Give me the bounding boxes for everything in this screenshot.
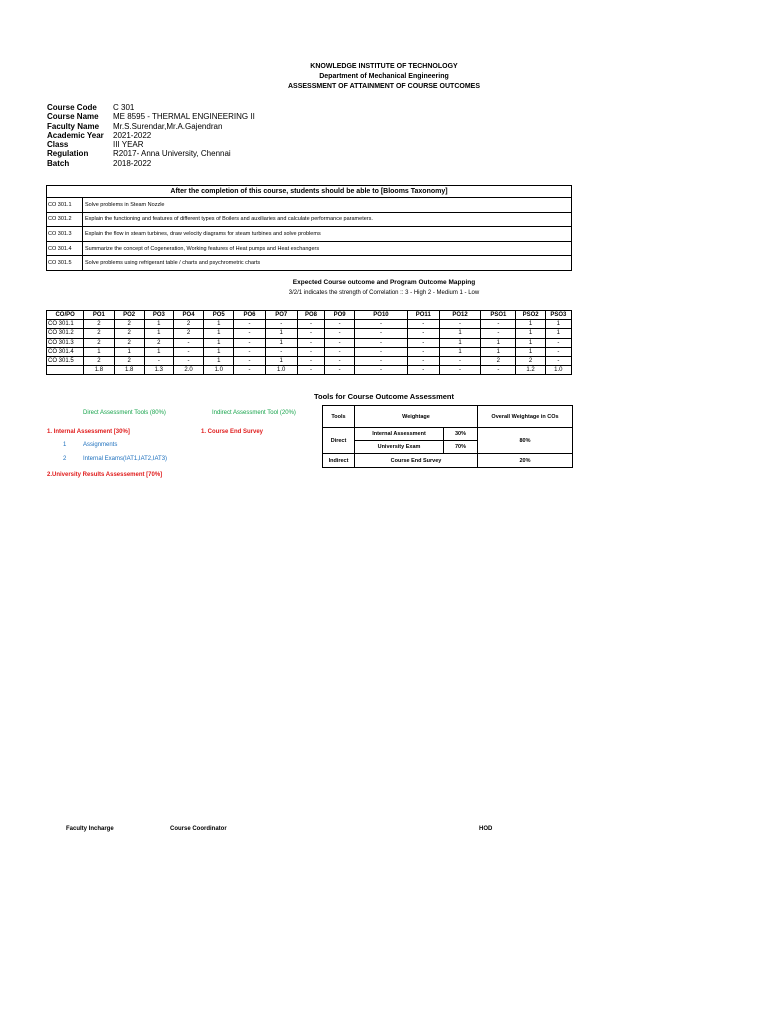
mapping-cell: - xyxy=(545,356,571,365)
faculty-incharge-signature: Faculty Incharge xyxy=(66,826,114,832)
mapping-cell: - xyxy=(297,338,324,347)
mapping-cell: 1 xyxy=(144,320,173,329)
mapping-cell: 2 xyxy=(173,320,203,329)
mapping-cell: 1 xyxy=(204,338,234,347)
sub-item-number: 2 xyxy=(63,456,67,462)
info-label: Course Code xyxy=(47,103,97,112)
mapping-cell: - xyxy=(297,366,324,375)
mapping-cell: 1 xyxy=(439,329,480,338)
mapping-cell: 1 xyxy=(204,356,234,365)
mapping-cell: 2 xyxy=(481,356,516,365)
info-label: Class xyxy=(47,140,69,150)
mapping-header-cell: PO11 xyxy=(407,311,439,320)
mapping-cell: - xyxy=(407,320,439,329)
outcome-text: Solve problems in Steam Nozzle xyxy=(83,198,572,213)
outcome-row xyxy=(47,256,572,271)
mapping-cell: - xyxy=(144,356,173,365)
outcome-text: Summarize the concept of Cogeneration, Working features of Heat pumps and Heat exchangers xyxy=(83,241,572,256)
mapping-row xyxy=(47,320,572,329)
mapping-cell: - xyxy=(407,366,439,375)
weightage-table xyxy=(322,405,573,468)
internal-assessment-cell: Internal Assessment xyxy=(355,428,444,441)
mapping-header-cell: PO3 xyxy=(144,311,173,320)
mapping-cell: 1 xyxy=(265,338,297,347)
direct-overall-cell: 80% xyxy=(478,428,573,454)
outcome-code: CO 301.3 xyxy=(47,227,83,242)
mapping-cell: 1.8 xyxy=(84,366,114,375)
mapping-cell: - xyxy=(234,338,265,347)
outcome-text: Solve problems using refrigerant table / charts and psychrometric charts xyxy=(83,256,572,271)
university-results-label: 2.University Results Assessement [70%] xyxy=(47,472,163,478)
mapping-cell: - xyxy=(545,338,571,347)
mapping-row xyxy=(47,338,572,347)
info-value: III YEAR xyxy=(113,140,144,150)
page-title: ASSESSMENT OF ATTAINMENT OF COURSE OUTCOMES xyxy=(288,83,480,90)
mapping-header-cell: PO9 xyxy=(325,311,355,320)
mapping-cell: - xyxy=(481,320,516,329)
info-value: 2018-2022 xyxy=(113,158,152,168)
mapping-header-cell: PSO3 xyxy=(545,311,571,320)
mapping-cell: 2 xyxy=(114,320,144,329)
outcomes-heading: After the completion of this course, students should be able to [Blooms Taxonomy] xyxy=(47,186,572,198)
mapping-cell: - xyxy=(234,356,265,365)
institute-name: KNOWLEDGE INSTITUTE OF TECHNOLOGY xyxy=(310,63,458,70)
mapping-cell: 1.3 xyxy=(144,366,173,375)
info-value: C 301 xyxy=(113,103,135,112)
outcome-row xyxy=(47,241,572,256)
university-exam-cell: University Exam xyxy=(355,441,444,454)
tools-title: Tools for Course Outcome Assessment xyxy=(313,392,455,401)
mapping-cell: - xyxy=(407,338,439,347)
info-row xyxy=(47,103,255,112)
outcome-code: CO 301.5 xyxy=(47,256,83,271)
mapping-row xyxy=(47,356,572,365)
indirect-cell: Indirect xyxy=(323,454,355,468)
mapping-cell: 2 xyxy=(84,320,114,329)
mapping-cell: - xyxy=(407,329,439,338)
info-label: Regulation xyxy=(47,149,89,159)
mapping-row-label: CO 301.5 xyxy=(47,356,84,365)
info-value: R2017- Anna University, Chennai xyxy=(113,149,231,159)
mapping-header-cell: PSO1 xyxy=(481,311,516,320)
mapping-cell: - xyxy=(325,329,355,338)
mapping-cell: - xyxy=(355,347,407,356)
mapping-cell: 1 xyxy=(265,329,297,338)
mapping-cell: 2 xyxy=(173,329,203,338)
mapping-cell: 1.0 xyxy=(204,366,234,375)
outcome-code: CO 301.4 xyxy=(47,241,83,256)
mapping-header-cell: PO7 xyxy=(265,311,297,320)
mapping-cell: - xyxy=(325,356,355,365)
mapping-cell: 1.2 xyxy=(516,366,545,375)
mapping-cell: 1.0 xyxy=(545,366,571,375)
mapping-cell: 1.8 xyxy=(114,366,144,375)
outcome-row xyxy=(47,212,572,227)
mapping-cell: 1 xyxy=(439,347,480,356)
mapping-cell: - xyxy=(173,338,203,347)
mapping-cell: 1 xyxy=(516,320,545,329)
mapping-cell: - xyxy=(297,347,324,356)
mapping-cell: 1 xyxy=(204,329,234,338)
mapping-cell: - xyxy=(407,356,439,365)
outcome-code: CO 301.1 xyxy=(47,198,83,213)
mapping-row-label: CO 301.3 xyxy=(47,338,84,347)
mapping-row xyxy=(47,347,572,356)
mapping-cell: 1.0 xyxy=(265,366,297,375)
mapping-cell: - xyxy=(325,338,355,347)
mapping-cell: 1 xyxy=(545,329,571,338)
mapping-header-cell: PO6 xyxy=(234,311,265,320)
info-value: 2021-2022 xyxy=(113,130,152,140)
mapping-header-row xyxy=(47,311,572,320)
info-value: ME 8595 - THERMAL ENGINEERING II xyxy=(113,112,255,122)
mapping-cell: - xyxy=(265,347,297,356)
info-row xyxy=(47,122,255,131)
info-row xyxy=(47,149,255,158)
direct-cell: Direct xyxy=(323,428,355,454)
mapping-header-cell: PO12 xyxy=(439,311,480,320)
mapping-cell: - xyxy=(355,338,407,347)
mapping-header-cell: PO1 xyxy=(84,311,114,320)
mapping-cell: 2 xyxy=(84,356,114,365)
mapping-header-cell: PO5 xyxy=(204,311,234,320)
header-overall: Overall Weightage in COs xyxy=(478,406,573,428)
mapping-row-label xyxy=(47,366,84,375)
mapping-cell: 2 xyxy=(516,356,545,365)
assignments-label: Assignments xyxy=(83,442,118,448)
mapping-cell: 1 xyxy=(204,347,234,356)
sub-item-number: 1 xyxy=(63,442,67,448)
mapping-cell: - xyxy=(297,329,324,338)
mapping-cell: - xyxy=(355,320,407,329)
mapping-cell: - xyxy=(234,366,265,375)
course-coordinator-signature: Course Coordinator xyxy=(170,826,227,832)
mapping-cell: - xyxy=(545,347,571,356)
mapping-cell: - xyxy=(439,366,480,375)
mapping-cell: 1 xyxy=(265,356,297,365)
mapping-cell: 2 xyxy=(114,329,144,338)
info-row xyxy=(47,140,255,149)
mapping-cell: - xyxy=(325,320,355,329)
mapping-cell: - xyxy=(355,329,407,338)
info-value: Mr.S.Surendar,Mr.A.Gajendran xyxy=(113,121,223,131)
info-row xyxy=(47,112,255,121)
mapping-cell: - xyxy=(234,320,265,329)
mapping-cell: 2 xyxy=(114,338,144,347)
mapping-row-label: CO 301.4 xyxy=(47,347,84,356)
info-label: Course Name xyxy=(47,112,99,122)
mapping-cell: 1 xyxy=(481,338,516,347)
info-label: Faculty Name xyxy=(47,121,100,131)
mapping-cell: - xyxy=(355,366,407,375)
mapping-cell: 1 xyxy=(144,347,173,356)
info-label: Batch xyxy=(47,158,70,168)
course-info xyxy=(47,103,255,168)
direct-tools-heading: Direct Assessment Tools (80%) xyxy=(83,410,166,416)
mapping-cell: 2 xyxy=(84,329,114,338)
mapping-row xyxy=(47,329,572,338)
mapping-cell: 1 xyxy=(481,347,516,356)
mapping-cell: - xyxy=(234,329,265,338)
info-label: Academic Year xyxy=(47,130,104,140)
mapping-cell: 1 xyxy=(114,347,144,356)
mapping-cell: 1 xyxy=(84,347,114,356)
mapping-note: 3/2/1 indicates the strength of Correlation :: 3 - High 2 - Medium 1 - Low xyxy=(288,290,480,296)
mapping-cell: - xyxy=(325,366,355,375)
mapping-average-row xyxy=(47,366,572,375)
mapping-cell: 2 xyxy=(84,338,114,347)
mapping-cell: - xyxy=(481,329,516,338)
outcome-row xyxy=(47,227,572,242)
course-outcomes-table xyxy=(46,185,572,271)
mapping-cell: - xyxy=(407,347,439,356)
mapping-cell: - xyxy=(173,356,203,365)
outcome-row xyxy=(47,198,572,213)
mapping-cell: 2.0 xyxy=(173,366,203,375)
mapping-cell: 1 xyxy=(545,320,571,329)
mapping-row-label: CO 301.1 xyxy=(47,320,84,329)
mapping-cell: 2 xyxy=(144,338,173,347)
mapping-row-label: CO 301.2 xyxy=(47,329,84,338)
mapping-cell: - xyxy=(265,320,297,329)
mapping-cell: - xyxy=(297,320,324,329)
mapping-cell: 1 xyxy=(516,338,545,347)
indirect-tools-heading: Indirect Assessment Tool (20%) xyxy=(212,410,296,416)
mapping-header-cell: PSO2 xyxy=(516,311,545,320)
mapping-cell: 1 xyxy=(144,329,173,338)
course-end-survey-label: 1. Course End Survey xyxy=(201,429,264,435)
info-row xyxy=(47,159,255,168)
outcome-code: CO 301.2 xyxy=(47,212,83,227)
internal-exams-label: Internal Exams(IAT1,IAT2,IAT3) xyxy=(83,456,168,462)
university-pct-cell: 70% xyxy=(444,441,478,454)
mapping-cell: - xyxy=(439,320,480,329)
mapping-cell: - xyxy=(297,356,324,365)
mapping-cell: 2 xyxy=(114,356,144,365)
mapping-cell: - xyxy=(234,347,265,356)
hod-signature: HOD xyxy=(479,826,493,832)
course-end-survey-cell: Course End Survey xyxy=(355,454,478,468)
header-tools: Tools xyxy=(323,406,355,428)
mapping-cell: 1 xyxy=(516,347,545,356)
department-name: Department of Mechanical Engineering xyxy=(319,73,449,80)
mapping-cell: 1 xyxy=(204,320,234,329)
mapping-title: Expected Course outcome and Program Outcome Mapping xyxy=(292,279,476,286)
mapping-cell: - xyxy=(481,366,516,375)
mapping-cell: - xyxy=(173,347,203,356)
header-weightage: Weightage xyxy=(355,406,478,428)
mapping-header-cell: PO8 xyxy=(297,311,324,320)
mapping-header-cell: PO2 xyxy=(114,311,144,320)
mapping-cell: - xyxy=(439,356,480,365)
mapping-cell: - xyxy=(325,347,355,356)
mapping-cell: 1 xyxy=(516,329,545,338)
mapping-header-cell: PO10 xyxy=(355,311,407,320)
outcome-text: Explain the flow in steam turbines, draw velocity diagrams for steam turbines and solve problems xyxy=(83,227,572,242)
mapping-header-cell: CO/PO xyxy=(47,311,84,320)
internal-assessment-label: 1. Internal Assessment [30%] xyxy=(47,429,130,435)
mapping-cell: 1 xyxy=(439,338,480,347)
mapping-header-cell: PO4 xyxy=(173,311,203,320)
info-row xyxy=(47,131,255,140)
indirect-overall-cell: 20% xyxy=(478,454,573,468)
mapping-cell: - xyxy=(355,356,407,365)
co-po-mapping-table xyxy=(46,310,572,375)
outcome-text: Explain the functioning and features of different types of Boilers and auxiliaries and calculate performance parameters. xyxy=(83,212,572,227)
internal-pct-cell: 30% xyxy=(444,428,478,441)
